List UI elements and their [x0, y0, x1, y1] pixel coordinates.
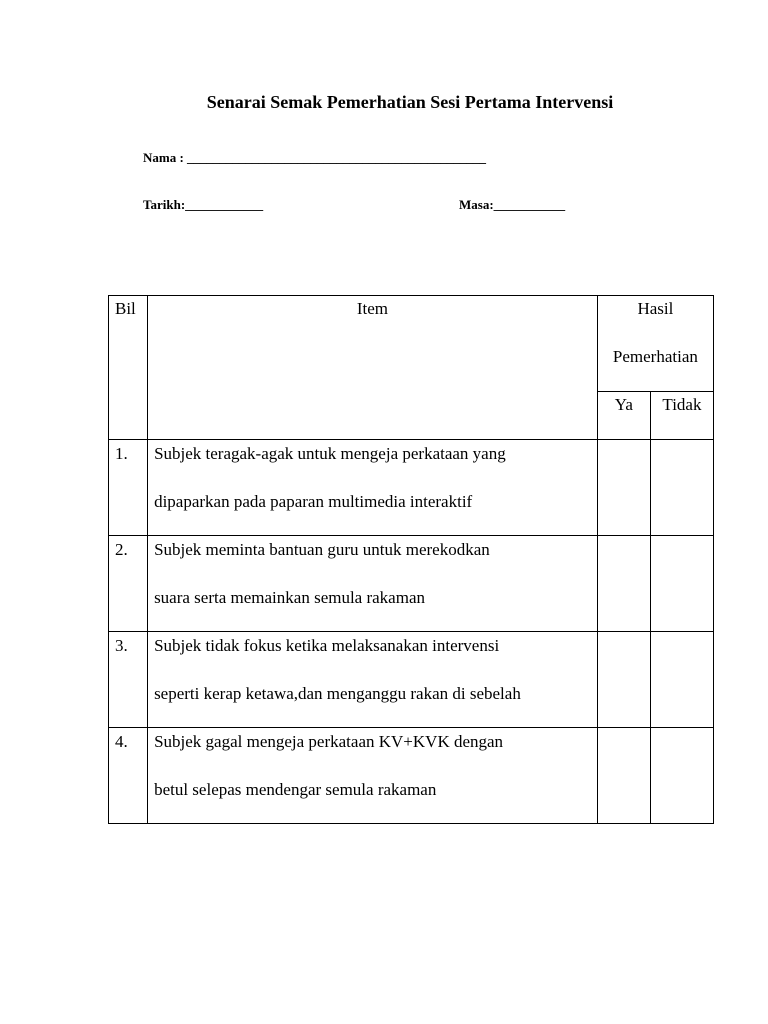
row-item-line2: suara serta memainkan semula rakaman [154, 588, 425, 607]
row-item-line2: betul selepas mendengar semula rakaman [154, 780, 437, 799]
table-row [109, 536, 714, 632]
checklist-table [108, 295, 714, 824]
table-row [109, 728, 714, 824]
no-checkbox-cell[interactable] [650, 440, 713, 536]
row-number: 2. [109, 536, 148, 632]
no-checkbox-cell[interactable] [650, 728, 713, 824]
row-item-text [148, 728, 598, 824]
row-item-line2: seperti kerap ketawa,dan menganggu rakan di sebelah [154, 684, 521, 703]
row-item-line1: Subjek meminta bantuan guru untuk merekodkan [154, 540, 490, 559]
header-row [109, 296, 714, 392]
table-row [109, 440, 714, 536]
header-bil: Bil [109, 296, 148, 440]
header-result-line2: Pemerhatian [612, 347, 698, 366]
yes-checkbox-cell[interactable] [597, 440, 650, 536]
no-checkbox-cell[interactable] [650, 536, 713, 632]
row-item-line1: Subjek teragak-agak untuk mengeja perkataan yang [154, 444, 506, 463]
row-item-line2: dipaparkan pada paparan multimedia interaktif [154, 492, 473, 511]
yes-checkbox-cell[interactable] [597, 728, 650, 824]
date-field: Tarikh:____________ [143, 197, 264, 212]
header-item: Item [148, 296, 598, 440]
row-item-line1: Subjek tidak fokus ketika melaksanakan intervensi [154, 636, 500, 655]
time-field: Masa:___________ [459, 197, 566, 212]
page-title: Senarai Semak Pemerhatian Sesi Pertama Intervensi [206, 92, 614, 112]
row-item-text [148, 440, 598, 536]
table-row [109, 632, 714, 728]
header-result [597, 296, 713, 392]
header-yes: Ya [597, 392, 650, 440]
row-item-text [148, 536, 598, 632]
row-item-text [148, 632, 598, 728]
yes-checkbox-cell[interactable] [597, 632, 650, 728]
no-checkbox-cell[interactable] [650, 632, 713, 728]
yes-checkbox-cell[interactable] [597, 536, 650, 632]
name-field: Nama : ______________________________________________ [143, 150, 487, 165]
row-number: 3. [109, 632, 148, 728]
row-number: 4. [109, 728, 148, 824]
header-no: Tidak [650, 392, 713, 440]
row-number: 1. [109, 440, 148, 536]
header-result-line1: Hasil [637, 299, 674, 318]
row-item-line1: Subjek gagal mengeja perkataan KV+KVK dengan [154, 732, 504, 751]
